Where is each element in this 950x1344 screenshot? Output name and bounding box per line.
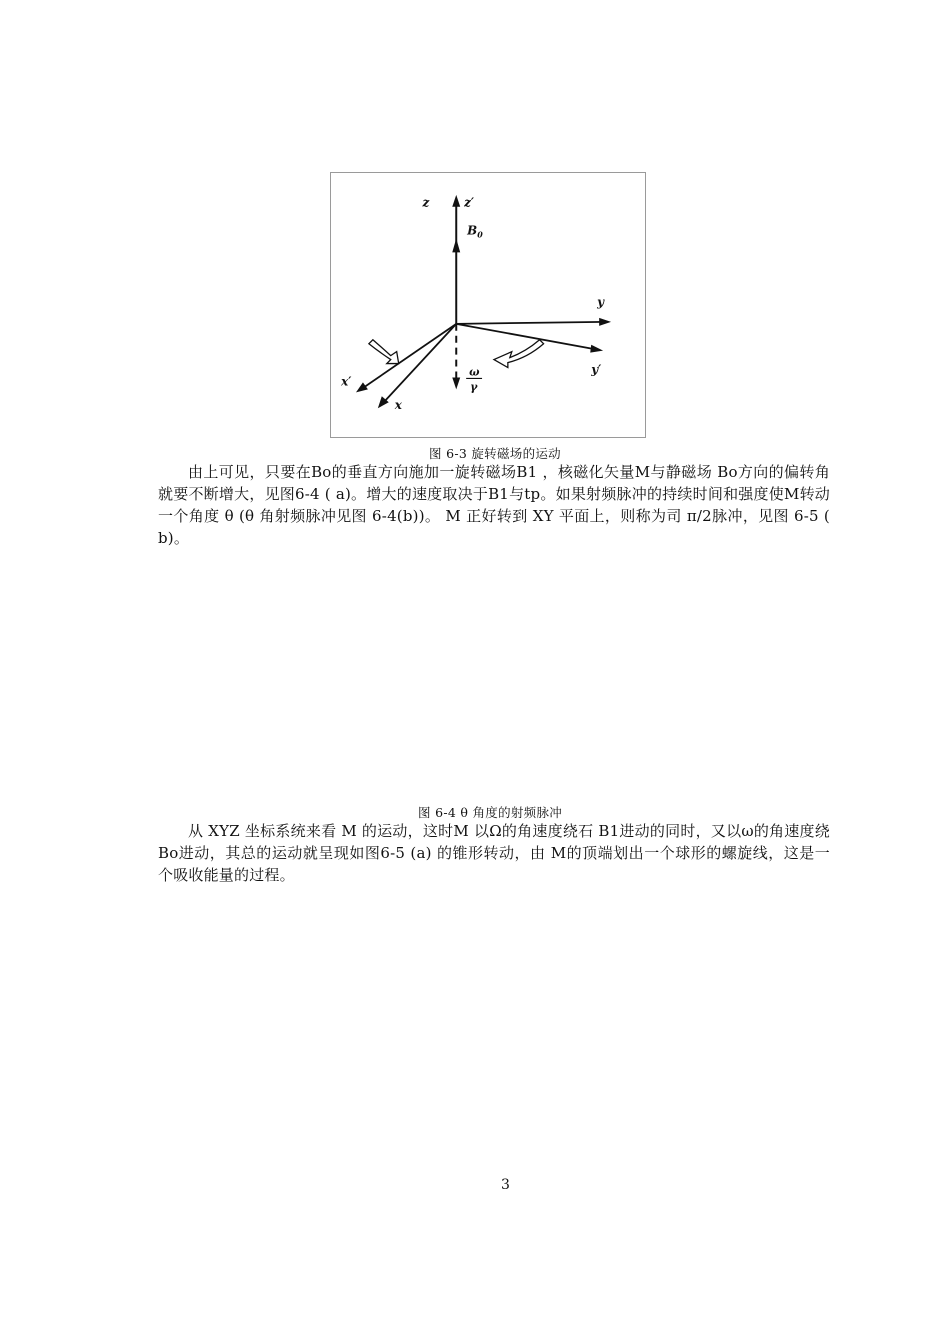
omega-label: ω bbox=[469, 365, 480, 379]
y-prime-arrowhead bbox=[590, 345, 603, 353]
paragraph-1: 由上可见，只要在Bo的垂直方向施加一旋转磁场B1 ，核磁化矢量M与静磁场 Bo方向的偏转角就要不断增大，见图6-4 ( a)。增大的速度取决于B1与tp。如果射频脉冲的持续时间和强度使M转动一个角度 θ (θ 角射频脉冲见图 6-4(b))。 M 正好转到 XY 平面上，则称为司 π/2脉冲，见图 6-5 ( b)。 bbox=[158, 463, 830, 547]
figure-6-3 bbox=[330, 172, 646, 438]
y-label: y bbox=[597, 294, 605, 309]
x-prime-arrowhead bbox=[356, 382, 368, 392]
rotating-field-diagram bbox=[331, 173, 645, 437]
y-prime-axis bbox=[456, 324, 597, 350]
rotation-arrow-left bbox=[369, 340, 399, 364]
y-axis-arrowhead bbox=[599, 318, 611, 326]
y-prime-label: y′ bbox=[591, 362, 602, 377]
z-label: z bbox=[422, 195, 430, 210]
figure-6-4-caption: 图 6-4 θ 角度的射频脉冲 bbox=[418, 805, 563, 820]
omega-gamma-arrowhead bbox=[452, 377, 460, 389]
y-axis bbox=[456, 322, 605, 324]
b0-arrowhead bbox=[452, 239, 460, 253]
z-axis-arrowhead bbox=[452, 195, 460, 207]
x-label: x bbox=[394, 398, 402, 413]
x-prime-axis bbox=[361, 324, 456, 390]
z-prime-label: z′ bbox=[464, 195, 475, 210]
paragraph-2: 从 XYZ 坐标系统来看 M 的运动，这时M 以Ω的角速度绕石 B1进动的同时，又以ω的角速度绕Bo进动，其总的运动就呈现如图6-5 (a) 的锥形转动，由 M的顶端划出一个球形的螺旋线，这是一个吸收能量的过程。 bbox=[158, 822, 830, 884]
x-prime-label: x′ bbox=[341, 374, 352, 389]
b0-label: $B_0$ bbox=[467, 223, 483, 240]
figure-6-3-caption: 图 6-3 旋转磁场的运动 bbox=[429, 446, 561, 461]
page-number: 3 bbox=[501, 1177, 510, 1193]
rotation-arrow-right bbox=[494, 340, 544, 368]
gamma-label: γ bbox=[470, 380, 478, 394]
